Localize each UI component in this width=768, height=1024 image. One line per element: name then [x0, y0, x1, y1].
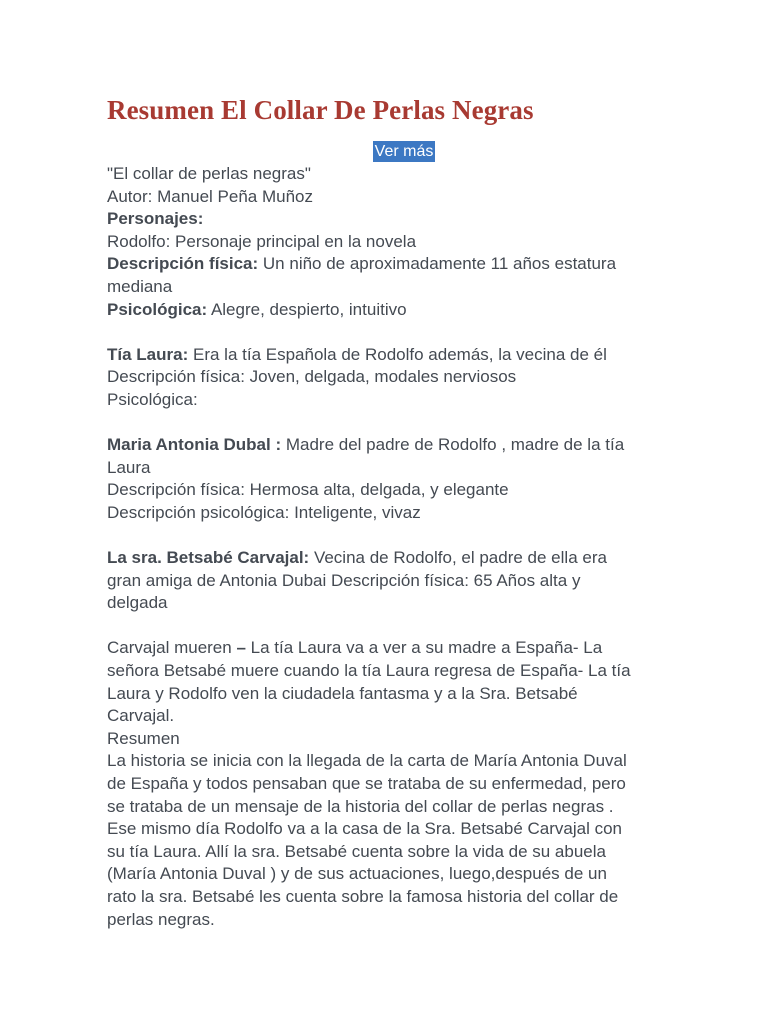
betsabe-label: La sra. Betsabé Carvajal:	[107, 548, 310, 568]
resumen-line: (María Antonia Duval ) y de sus actuaciones, luego,después de un	[107, 864, 607, 884]
tia-laura-line	[107, 344, 708, 367]
resumen-line: La historia se inicia con la llegada de la carta de María Antonia Duval	[107, 751, 627, 771]
document-body	[107, 163, 708, 931]
betsabe-cont-2: delgada	[107, 593, 168, 613]
resumen-line: Ese mismo día Rodolfo va a la casa de la Sra. Betsabé Carvajal con	[107, 819, 622, 839]
eventos-line-4: Carvajal.	[107, 706, 175, 726]
resumen-line: perlas negras.	[107, 909, 215, 929]
resumen-line: se trataba de un mensaje de la historia del collar de perlas negras .	[107, 796, 614, 816]
eventos-line-1	[107, 637, 708, 660]
maria-antonia-line	[107, 434, 708, 457]
rodolfo-fisica-cont: mediana	[107, 276, 173, 296]
eventos-line-2: señora Betsabé muere cuando la tía Laura regresa de España- La tía	[107, 661, 631, 681]
maria-antonia-psico: Descripción psicológica: Inteligente, vivaz	[107, 502, 421, 522]
maria-antonia-text: Madre del padre de Rodolfo , madre de la tía	[285, 435, 625, 455]
tia-laura-label: Tía Laura:	[107, 344, 189, 364]
author-line: Autor: Manuel Peña Muñoz	[107, 186, 314, 206]
ver-mas-container	[107, 140, 708, 162]
page-title: Resumen El Collar De Perlas Negras	[107, 95, 534, 125]
spacer	[107, 615, 708, 638]
rodolfo-fisica	[107, 253, 708, 276]
betsabe-line	[107, 547, 708, 570]
eventos-dash: –	[236, 638, 246, 658]
rodolfo-intro: Rodolfo: Personaje principal en la novela	[107, 231, 417, 251]
eventos-text-1a: Carvajal mueren	[107, 638, 237, 658]
spacer	[107, 412, 708, 435]
rodolfo-psico-label: Psicológica:	[107, 299, 208, 319]
eventos-text-1b: La tía Laura va a ver a su madre a España- La	[245, 638, 603, 658]
maria-antonia-label: Maria Antonia Dubal :	[107, 435, 282, 455]
spacer	[107, 321, 708, 344]
resumen-line: de España y todos pensaban que se trataba de su enfermedad, pero	[107, 774, 626, 794]
rodolfo-psico	[107, 299, 708, 322]
rodolfo-psico-text: Alegre, despierto, intuitivo	[210, 299, 407, 319]
spacer	[107, 525, 708, 548]
eventos-line-3: Laura y Rodolfo ven la ciudadela fantasma y a la Sra. Betsabé	[107, 683, 578, 703]
rodolfo-fisica-label: Descripción física:	[107, 254, 259, 274]
resumen-line: rato la sra. Betsabé les cuenta sobre la famosa historia del collar de	[107, 887, 619, 906]
betsabe-cont-1: gran amiga de Antonia Dubai Descripción física: 65 Años alta y	[107, 570, 581, 590]
personajes-heading: Personajes:	[107, 209, 204, 229]
ver-mas-link[interactable]: Ver más	[374, 143, 434, 160]
betsabe-text: Vecina de Rodolfo, el padre de ella era	[313, 548, 607, 568]
maria-antonia-cont: Laura	[107, 457, 151, 477]
tia-laura-text: Era la tía Española de Rodolfo además, la vecina de él	[192, 344, 607, 364]
tia-laura-psico: Psicológica:	[107, 389, 198, 409]
tia-laura-fisica: Descripción física: Joven, delgada, modales nerviosos	[107, 367, 517, 387]
rodolfo-fisica-text: Un niño de aproximadamente 11 años estatura	[262, 254, 617, 274]
book-title: "El collar de perlas negras"	[107, 164, 311, 183]
resumen-line: su tía Laura. Allí la sra. Betsabé cuenta sobre la vida de su abuela	[107, 841, 606, 861]
resumen-heading: Resumen	[107, 728, 180, 748]
maria-antonia-fisica: Descripción física: Hermosa alta, delgada, y elegante	[107, 480, 509, 500]
